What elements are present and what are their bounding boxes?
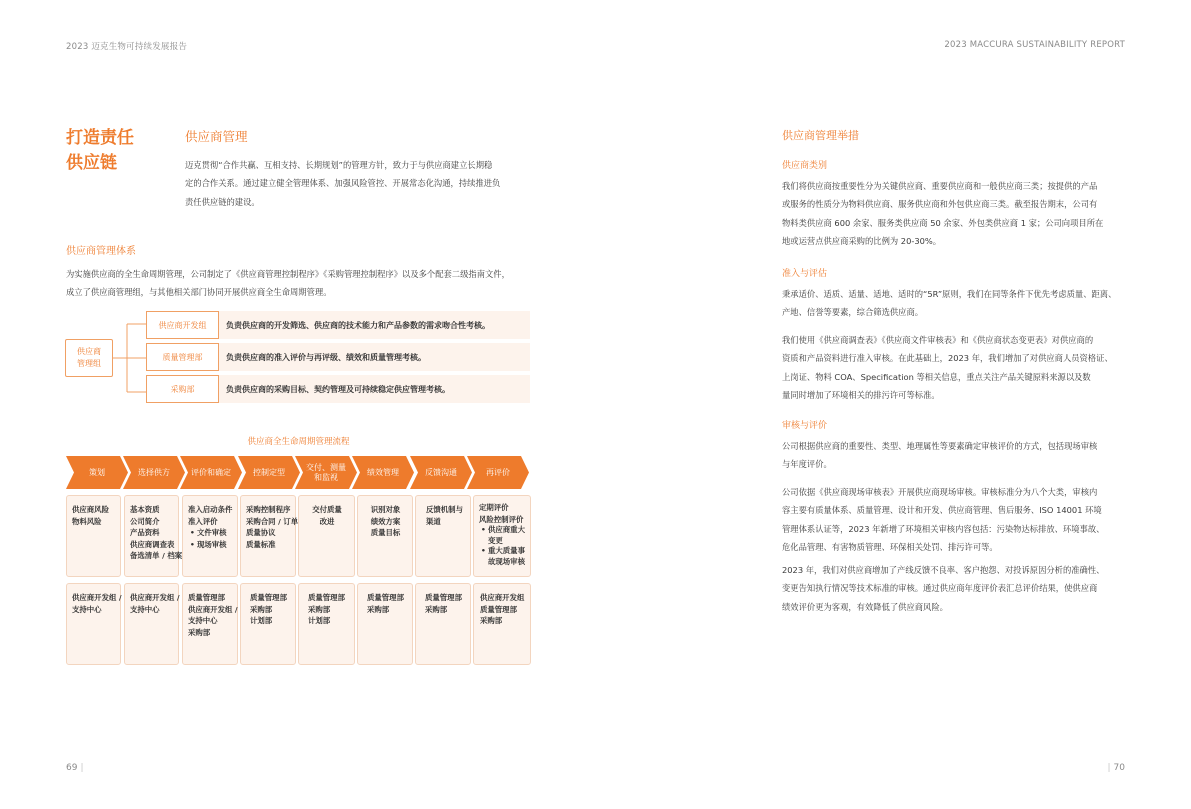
card-bullet: • 供应商重大变更 bbox=[479, 525, 526, 546]
flow-owner-card bbox=[473, 583, 531, 665]
section-title-supplier-management: 供应商管理 bbox=[185, 129, 248, 144]
page-number-divider: | bbox=[1107, 763, 1111, 773]
audit-line: 公司依据《供应商现场审核表》开展供应商现场审核。审核标准分为八个大类，审核内 bbox=[782, 487, 1098, 497]
card-line: 采购控制程序 bbox=[246, 505, 291, 514]
org-root-line: 管理组 bbox=[77, 359, 101, 368]
owner-line: 供应商开发组 / bbox=[188, 604, 238, 614]
page-number-right bbox=[1105, 763, 1126, 773]
flow-content-card bbox=[66, 495, 121, 577]
flow-step-reevaluate bbox=[467, 456, 529, 489]
admission-paragraph-1 bbox=[782, 285, 1132, 322]
owner-line: 支持中心 bbox=[72, 604, 102, 614]
system-line: 成立了供应商管理组，与其他相关部门协同开展供应商全生命周期管理。 bbox=[66, 287, 332, 298]
card-line: 采购合同 / 订单 bbox=[246, 516, 299, 526]
org-desc-development: 负责供应商的开发筛选、供应商的技术能力和产品参数的需求吻合性考核。 bbox=[226, 320, 490, 330]
admission-line: 资质和产品资料进行准入审核。在此基础上，2023 年，我们增加了对供应商人员资格证、 bbox=[782, 353, 1113, 364]
audit-line: 变更告知执行情况等技术标准的审核。通过供应商年度评价表汇总评价结果，使供应商 bbox=[782, 583, 1098, 594]
page-number-value: 70 bbox=[1113, 763, 1125, 773]
audit-line: 管理体系认证等，2023 年新增了环境相关审核内容包括：污染物达标排放、环境事故、 bbox=[782, 523, 1105, 534]
intro-line: 责任供应链的建设。 bbox=[185, 196, 260, 207]
owner-line: 质量管理部 bbox=[188, 593, 225, 602]
system-line: 为实施供应商的全生命周期管理，公司制定了《供应商管理控制程序》《采购管理控制程序》以及多个配套二级指南文件， bbox=[66, 269, 510, 279]
owner-line: 质量管理部 bbox=[250, 593, 287, 602]
admission-line: 量同时增加了环境相关的排污许可等标准。 bbox=[782, 390, 940, 401]
card-line: 反馈机制与 bbox=[426, 505, 463, 514]
owner-line: 质量管理部 bbox=[480, 604, 517, 614]
flow-owner-card bbox=[124, 583, 179, 665]
card-line: 公司简介 bbox=[130, 516, 160, 526]
card-line: 风险控制评价 bbox=[479, 514, 524, 524]
flow-step-label: 交付、测量 bbox=[306, 462, 346, 472]
flow-content-card bbox=[182, 495, 238, 577]
audit-line: 绩效评价更为客观，有效降低了供应商风险。 bbox=[782, 601, 948, 612]
flow-owner-card bbox=[415, 583, 471, 665]
flow-step-feedback bbox=[410, 456, 472, 489]
admission-line: 上岗证、物料 COA、Specification 等相关信息，重点关注产品关键原料来源以及数 bbox=[782, 371, 1091, 382]
org-row-purchasing bbox=[146, 375, 530, 403]
org-connector-lines bbox=[113, 318, 147, 410]
flow-step-label: 和监视 bbox=[314, 472, 338, 482]
flow-step-label: 策划 bbox=[89, 467, 105, 477]
page-number-value: 69 bbox=[66, 763, 78, 773]
category-line: 物料类供应商 600 余家、服务类供应商 50 余家、外包类供应商 1 家；公司向项目所在 bbox=[782, 217, 1104, 228]
running-header-left: 2023 迈克生物可持续发展报告 bbox=[66, 42, 188, 52]
card-line: 质量协议 bbox=[246, 528, 276, 538]
intro-line: 定的合作关系。通过建立健全管理体系、加强风险管控、开展常态化沟通，持续推进负 bbox=[185, 178, 501, 189]
org-box-quality-dept: 质量管理部 bbox=[146, 343, 219, 371]
org-box-purchasing-dept: 采购部 bbox=[146, 375, 219, 403]
flow-step-evaluate bbox=[180, 456, 242, 489]
owner-line: 采购部 bbox=[367, 604, 390, 614]
owner-line: 支持中心 bbox=[130, 604, 160, 614]
admission-line: 产地、信誉等要素，综合筛选供应商。 bbox=[782, 307, 924, 318]
card-bullet: • 现场审核 bbox=[188, 539, 233, 551]
subsection-title-category: 供应商类别 bbox=[782, 161, 828, 171]
org-root-line: 供应商 bbox=[77, 347, 101, 356]
audit-paragraph-2 bbox=[782, 483, 1132, 557]
flow-steps bbox=[66, 456, 532, 489]
flow-owner-card bbox=[182, 583, 238, 665]
owner-line: 采购部 bbox=[425, 604, 448, 614]
owner-line: 质量管理部 bbox=[308, 593, 345, 602]
admission-line: 秉承适价、适质、适量、适地、适时的“5R”原则，我们在同等条件下优先考虑质量、距离、 bbox=[782, 289, 1117, 299]
owner-line: 采购部 bbox=[480, 616, 503, 626]
flow-owner-card bbox=[357, 583, 413, 665]
owner-line: 采购部 bbox=[250, 604, 273, 614]
flow-title: 供应商全生命周期管理流程 bbox=[247, 437, 350, 447]
chapter-title-line-2: 供应链 bbox=[66, 153, 117, 173]
owner-line: 供应商开发组 bbox=[480, 593, 525, 602]
card-line: 渠道 bbox=[426, 516, 441, 526]
page-number-divider: | bbox=[80, 763, 84, 773]
card-line: 识别对象 bbox=[370, 505, 401, 514]
card-bullet: • 文件审核 bbox=[188, 527, 233, 539]
org-desc-quality: 负责供应商的准入评价与再评级、绩效和质量管理考核。 bbox=[226, 352, 426, 362]
card-line: 质量目标 bbox=[370, 528, 401, 538]
flow-content-card bbox=[473, 495, 531, 577]
owner-line: 采购部 bbox=[308, 604, 331, 614]
card-line: 准入启动条件 bbox=[188, 505, 233, 514]
flow-step-label: 反馈沟通 bbox=[425, 467, 457, 477]
card-line: 准入评价 bbox=[188, 516, 218, 526]
org-row-quality bbox=[146, 343, 530, 371]
org-row-development bbox=[146, 311, 530, 339]
flow-content-card bbox=[357, 495, 413, 577]
category-line: 我们将供应商按重要性分为关键供应商、重要供应商和一般供应商三类；按提供的产品 bbox=[782, 181, 1098, 191]
intro-line: 迈克贯彻“合作共赢、互相支持、长期规划”的管理方针，致力于与供应商建立长期稳 bbox=[185, 160, 493, 170]
owner-line: 采购部 bbox=[188, 627, 211, 637]
flow-step-label: 选择供方 bbox=[138, 467, 170, 477]
audit-line: 公司根据供应商的重要性、类型、地理属性等要素确定审核评价的方式，包括现场审核 bbox=[782, 441, 1098, 451]
flow-step-planning bbox=[66, 456, 128, 489]
system-title: 供应商管理体系 bbox=[66, 246, 136, 257]
card-line: 质量标准 bbox=[246, 539, 276, 549]
admission-line: 我们使用《供应商调查表》《供应商文件审核表》和《供应商状态变更表》对供应商的 bbox=[782, 335, 1094, 345]
category-line: 地或运营点供应商采购的比例为 20-30%。 bbox=[782, 236, 942, 247]
card-line: 供应商风险 bbox=[72, 505, 109, 514]
flow-step-label: 评价和确定 bbox=[191, 467, 231, 477]
flow-step-delivery bbox=[295, 456, 357, 489]
flow-content-card bbox=[240, 495, 299, 577]
audit-line: 2023 年，我们对供应商增加了产线反馈不良率、客户抱怨、对投诉原因分析的准确性、 bbox=[782, 565, 1105, 575]
page-number-left bbox=[66, 763, 87, 773]
flow-step-label: 绩效管理 bbox=[367, 467, 399, 477]
audit-paragraph-1 bbox=[782, 437, 1132, 474]
admission-paragraph-2 bbox=[782, 331, 1132, 405]
org-box-development-group: 供应商开发组 bbox=[146, 311, 219, 339]
subsection-title-admission: 准入与评估 bbox=[782, 269, 828, 279]
owner-line: 支持中心 bbox=[188, 616, 218, 626]
owner-line: 供应商开发组 / bbox=[130, 593, 180, 602]
flow-owner-card bbox=[66, 583, 121, 665]
card-line: 供应商调查表 bbox=[130, 539, 175, 549]
flow-owner-card bbox=[298, 583, 355, 665]
category-paragraph bbox=[782, 177, 1132, 251]
card-line: 物料风险 bbox=[72, 516, 102, 526]
card-line: 备选清单 / 档案 bbox=[130, 551, 183, 561]
flow-owner-card bbox=[240, 583, 296, 665]
audit-line: 容主要有质量体系、质量管理、设计和开发、供应商管理、售后服务、ISO 14001 环境 bbox=[782, 505, 1102, 516]
org-desc-purchasing: 负责供应商的采购目标、契约管理及可持续稳定供应管理考核。 bbox=[226, 384, 450, 394]
card-line: 产品资料 bbox=[130, 528, 160, 538]
card-line: 交付质量 bbox=[312, 505, 342, 514]
chapter-title-line-1: 打造责任 bbox=[66, 128, 134, 148]
owner-line: 供应商开发组 / bbox=[72, 593, 122, 602]
card-line: 绩效方案 bbox=[370, 516, 401, 526]
owner-line: 计划部 bbox=[250, 616, 273, 626]
flow-step-performance bbox=[352, 456, 414, 489]
card-line: 改进 bbox=[319, 516, 335, 526]
flow-step-control bbox=[238, 456, 300, 489]
system-paragraph bbox=[66, 265, 534, 302]
card-line: 基本资质 bbox=[130, 505, 160, 514]
flow-step-label: 再评价 bbox=[486, 467, 510, 477]
audit-line: 与年度评价。 bbox=[782, 459, 832, 470]
category-line: 或服务的性质分为物料供应商、服务供应商和外包供应商三类。截至报告期末，公司有 bbox=[782, 199, 1098, 210]
owner-line: 计划部 bbox=[308, 616, 331, 626]
running-header-right: 2023 MACCURA SUSTAINABILITY REPORT bbox=[944, 40, 1125, 50]
intro-paragraph bbox=[185, 156, 533, 211]
card-bullet: • 重大质量事故现场审核 bbox=[479, 546, 526, 567]
flow-step-label: 控制定型 bbox=[253, 467, 285, 477]
chapter-title bbox=[66, 126, 134, 176]
section-title-measures: 供应商管理举措 bbox=[782, 129, 859, 142]
owner-line: 质量管理部 bbox=[425, 593, 462, 602]
flow-content-card bbox=[298, 495, 355, 577]
card-line: 定期评价 bbox=[479, 503, 509, 512]
flow-step-select-supplier bbox=[123, 456, 185, 489]
subsection-title-audit: 审核与评价 bbox=[782, 421, 828, 431]
owner-line: 质量管理部 bbox=[367, 593, 404, 602]
flow-content-card bbox=[415, 495, 471, 577]
flow-content-card bbox=[124, 495, 183, 577]
org-root-supplier-management-group bbox=[65, 339, 113, 377]
audit-paragraph-3 bbox=[782, 561, 1132, 616]
audit-line: 危化品管理、有害物质管理、环保相关处罚、排污许可等。 bbox=[782, 542, 998, 553]
